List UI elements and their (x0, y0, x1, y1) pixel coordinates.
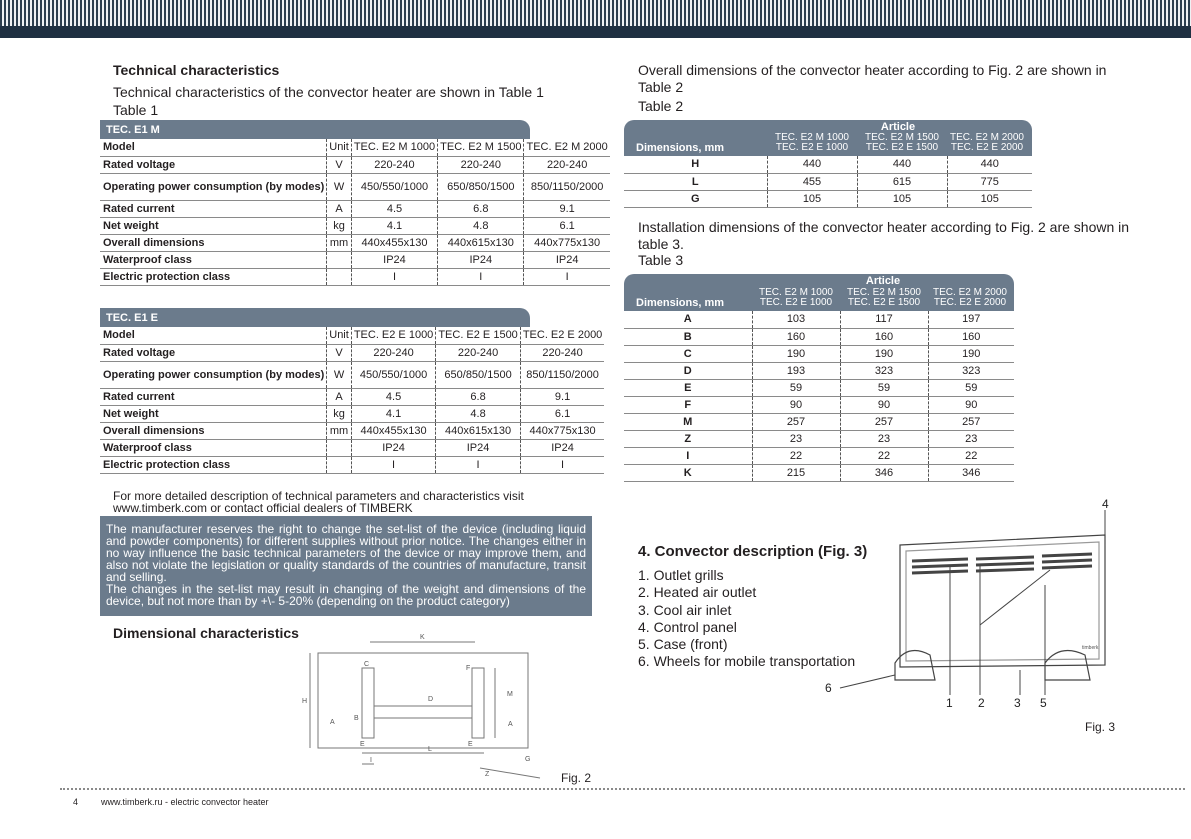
spec-label: Waterproof class (100, 439, 327, 456)
dimension-value: 440 (857, 156, 947, 173)
dimension-value: 190 (840, 345, 928, 362)
dimension-value: 455 (767, 173, 857, 190)
spec-value: TEC. E2 E 1500 (436, 327, 521, 344)
spec-value: IP24 (524, 251, 610, 268)
fig2-label-g: G (525, 756, 531, 763)
spec-value: 850/1150/2000 (520, 361, 604, 388)
table3 (624, 274, 1014, 482)
spec-label: Operating power consumption (by modes) (100, 173, 327, 200)
spec-value: 220-240 (351, 344, 436, 361)
spec-value: 9.1 (520, 388, 604, 405)
dimension-value: 323 (928, 362, 1014, 379)
spec-value: 220-240 (524, 156, 610, 173)
spec-value: 650/850/1500 (438, 173, 524, 200)
dimension-value: 105 (947, 190, 1032, 207)
spec-unit: V (327, 156, 352, 173)
spec-label: Rated voltage (100, 156, 327, 173)
dimension-value: 615 (857, 173, 947, 190)
fig3-callout-3: 3 (1014, 696, 1021, 710)
spec-row (100, 156, 610, 173)
spec-value: 220-240 (438, 156, 524, 173)
dimension-row (624, 396, 1014, 413)
spec-row (100, 251, 610, 268)
spec-value: 440x615x130 (436, 422, 521, 439)
spec-unit: W (327, 361, 352, 388)
spec-value: 440x615x130 (438, 234, 524, 251)
fig2-label-a1: A (330, 719, 335, 726)
fig2-label-m: M (507, 691, 513, 698)
spec-row (100, 456, 604, 473)
spec-value: 4.5 (351, 388, 436, 405)
dimension-value: 346 (928, 464, 1014, 481)
spec-unit: kg (327, 217, 352, 234)
dimension-row (624, 362, 1014, 379)
spec-value: 220-240 (520, 344, 604, 361)
spec-unit: mm (327, 422, 352, 439)
dimension-key: B (624, 328, 752, 345)
spec-value: 450/550/1000 (351, 173, 437, 200)
spec-value: IP24 (351, 251, 437, 268)
page-number: 4 (73, 797, 79, 807)
fig3-callout-6: 6 (825, 681, 832, 695)
fig3-callout-5: 5 (1040, 696, 1047, 710)
table2 (624, 120, 1032, 208)
dimension-value: 775 (947, 173, 1032, 190)
spec-unit (327, 268, 352, 285)
fig3-brand-logo: timberk (1082, 645, 1099, 651)
spec-unit: Unit (327, 139, 352, 156)
top-stripe-bar (0, 0, 1191, 38)
table1-e1e-band: TEC. E1 E (100, 308, 530, 327)
spec-label: Net weight (100, 405, 327, 422)
dimension-value: 23 (928, 430, 1014, 447)
fig2-label-k: K (420, 634, 425, 641)
spec-unit (327, 251, 352, 268)
dimension-row (624, 379, 1014, 396)
dimension-key: A (624, 311, 752, 328)
dimension-value: 440 (767, 156, 857, 173)
dimension-row (624, 345, 1014, 362)
dimension-value: 90 (840, 396, 928, 413)
spec-label: Electric protection class (100, 456, 327, 473)
spec-value: I (351, 456, 436, 473)
spec-value: I (351, 268, 437, 285)
dimension-row (624, 328, 1014, 345)
spec-label: Operating power consumption (by modes) (100, 361, 327, 388)
dimension-value: 257 (752, 413, 840, 430)
table2-article: Article (880, 121, 916, 133)
dimension-key: K (624, 464, 752, 481)
table1-e1m (100, 120, 608, 286)
fig2-caption: Fig. 2 (561, 771, 592, 785)
spec-row (100, 344, 604, 361)
spec-value: IP24 (438, 251, 524, 268)
dimension-row (624, 447, 1014, 464)
dimension-value: 117 (840, 311, 928, 328)
fig2-label-d: D (428, 696, 434, 703)
spec-value: 4.8 (438, 217, 524, 234)
dimension-value: 59 (752, 379, 840, 396)
spec-unit: W (327, 173, 352, 200)
spec-value: 440x775x130 (524, 234, 610, 251)
dimensional-heading: Dimensional characteristics (113, 625, 299, 641)
spec-value: 4.5 (351, 200, 437, 217)
more-info-text: For more detailed description of technical parameters and characteristics visit www.timberk.com or contact official dealers of TIMBERK (113, 489, 524, 515)
fig2-label-f: F (466, 665, 471, 672)
dimension-row (624, 430, 1014, 447)
fig2-label-h: H (302, 698, 308, 705)
fig2-label-a2: A (508, 721, 513, 728)
convector-item-4: 4. Control panel (638, 618, 737, 635)
dimension-value: 22 (840, 447, 928, 464)
spec-value: 440x455x130 (351, 422, 436, 439)
convector-item-6: 6. Wheels for mobile transportation (638, 653, 856, 670)
spec-unit: kg (327, 405, 352, 422)
fig2-label-l: L (428, 746, 432, 753)
spec-value: TEC. E2 M 1500 (438, 139, 524, 156)
dimension-value: 22 (928, 447, 1014, 464)
fig2-label-e1: E (360, 741, 365, 748)
spec-value: 440x455x130 (351, 234, 437, 251)
table3-col-1: TEC. E2 M 1000 TEC. E2 E 1000 (759, 287, 833, 308)
spec-value: 4.1 (351, 217, 437, 234)
tech-heading: Technical characteristics (113, 62, 280, 78)
spec-label: Model (100, 327, 327, 344)
dimension-value: 23 (752, 430, 840, 447)
spec-row (100, 422, 604, 439)
spec-row (100, 173, 610, 200)
dimension-row (624, 190, 1032, 207)
table2-label: Table 2 (638, 98, 684, 114)
spec-row (100, 139, 610, 156)
footer-text: www.timberk.ru - electric convector heater (101, 797, 269, 807)
dimension-key: M (624, 413, 752, 430)
spec-unit: A (327, 388, 352, 405)
convector-item-2: 2. Heated air outlet (638, 584, 757, 601)
spec-value: 440x775x130 (520, 422, 604, 439)
dimension-value: 59 (840, 379, 928, 396)
spec-value: 220-240 (436, 344, 521, 361)
spec-label: Model (100, 139, 327, 156)
spec-value: 4.8 (436, 405, 521, 422)
spec-unit: A (327, 200, 352, 217)
dimension-value: 440 (947, 156, 1032, 173)
spec-value: I (524, 268, 610, 285)
spec-value: IP24 (351, 439, 436, 456)
table2-grid (624, 156, 1032, 208)
dimension-value: 197 (928, 311, 1014, 328)
convector-item-1: 1. Outlet grills (638, 567, 724, 583)
spec-row (100, 217, 610, 234)
spec-value: 6.1 (524, 217, 610, 234)
fig3-caption: Fig. 3 (1085, 720, 1116, 734)
dimension-row (624, 156, 1032, 173)
table3-article: Article (865, 275, 901, 287)
fig2-label-e2: E (468, 741, 473, 748)
spec-value: IP24 (436, 439, 521, 456)
tech-intro: Technical characteristics of the convector heater are shown in Table 1 (113, 84, 544, 100)
dimension-value: 160 (928, 328, 1014, 345)
fig2-label-i: I (370, 757, 372, 764)
fig3-callout-4: 4 (1102, 497, 1109, 511)
spec-row (100, 268, 610, 285)
dimension-value: 90 (752, 396, 840, 413)
dimension-value: 23 (840, 430, 928, 447)
spec-unit: Unit (327, 327, 352, 344)
dimension-key: H (624, 156, 767, 173)
dimension-row (624, 173, 1032, 190)
spec-row (100, 405, 604, 422)
spec-label: Rated voltage (100, 344, 327, 361)
dimension-value: 190 (752, 345, 840, 362)
spec-value: I (438, 268, 524, 285)
spec-value: IP24 (520, 439, 604, 456)
spec-value: TEC. E2 E 2000 (520, 327, 604, 344)
dimension-key: F (624, 396, 752, 413)
dimension-value: 22 (752, 447, 840, 464)
convector-item-5: 5. Case (front) (638, 636, 728, 653)
table1-e1e (100, 308, 603, 474)
convector-item-3: 3. Cool air inlet (638, 601, 732, 618)
fig3-callout-2: 2 (978, 696, 985, 710)
dimension-value: 90 (928, 396, 1014, 413)
table1-label: Table 1 (113, 102, 159, 118)
table3-col-2: TEC. E2 M 1500 TEC. E2 E 1500 (847, 287, 921, 308)
table3-dim-label: Dimensions, mm (636, 297, 725, 309)
fig2-dimension-drawing (290, 628, 550, 788)
fig2-label-z: Z (485, 771, 490, 778)
dimension-value: 257 (840, 413, 928, 430)
spec-value: TEC. E2 E 1000 (351, 327, 436, 344)
spec-label: Net weight (100, 217, 327, 234)
dimension-value: 105 (767, 190, 857, 207)
fig3-callout-1: 1 (946, 696, 953, 710)
spec-value: TEC. E2 M 1000 (351, 139, 437, 156)
spec-value: TEC. E2 M 2000 (524, 139, 610, 156)
table3-label: Table 3 (638, 252, 684, 268)
dimension-key: Z (624, 430, 752, 447)
table3-col-3: TEC. E2 M 2000 TEC. E2 E 2000 (933, 287, 1007, 308)
dimension-row (624, 311, 1014, 328)
dimension-value: 346 (840, 464, 928, 481)
table2-col-2: TEC. E2 M 1500 TEC. E2 E 1500 (865, 132, 939, 153)
table3-head (624, 274, 1014, 311)
table2-col-3: TEC. E2 M 2000 TEC. E2 E 2000 (950, 132, 1024, 153)
table1-e1m-grid (100, 139, 610, 286)
dimension-value: 190 (928, 345, 1014, 362)
dimension-value: 160 (840, 328, 928, 345)
dimension-value: 323 (840, 362, 928, 379)
dimension-key: G (624, 190, 767, 207)
dimension-value: 193 (752, 362, 840, 379)
dimension-key: I (624, 447, 752, 464)
install-intro: Installation dimensions of the convector heater according to Fig. 2 are shown in table 3. (638, 219, 1130, 252)
spec-label: Rated current (100, 388, 327, 405)
spec-value: 850/1150/2000 (524, 173, 610, 200)
spec-label: Rated current (100, 200, 327, 217)
dimension-value: 160 (752, 328, 840, 345)
overall-intro: Overall dimensions of the convector heater according to Fig. 2 are shown in Table 2 (638, 62, 1107, 95)
fig2-label-b: B (354, 715, 359, 722)
spec-value: I (436, 456, 521, 473)
table2-dim-label: Dimensions, mm (636, 142, 725, 154)
spec-value: 4.1 (351, 405, 436, 422)
spec-value: 6.1 (520, 405, 604, 422)
fig2-label-c: C (364, 661, 370, 668)
dimension-value: 215 (752, 464, 840, 481)
spec-label: Overall dimensions (100, 234, 327, 251)
dimension-key: C (624, 345, 752, 362)
spec-row (100, 234, 610, 251)
spec-label: Electric protection class (100, 268, 327, 285)
spec-unit: mm (327, 234, 352, 251)
table2-head (624, 120, 1032, 156)
dimension-value: 59 (928, 379, 1014, 396)
table3-grid (624, 311, 1014, 482)
spec-value: 6.8 (438, 200, 524, 217)
spec-row (100, 439, 604, 456)
spec-row (100, 361, 604, 388)
dimension-row (624, 464, 1014, 481)
spec-label: Overall dimensions (100, 422, 327, 439)
spec-value: 6.8 (436, 388, 521, 405)
spec-unit (327, 439, 352, 456)
table1-e1e-grid (100, 327, 604, 474)
spec-row (100, 327, 604, 344)
dimension-key: E (624, 379, 752, 396)
table1-e1m-band: TEC. E1 M (100, 120, 530, 139)
spec-value: 9.1 (524, 200, 610, 217)
table2-col-1: TEC. E2 M 1000 TEC. E2 E 1000 (775, 132, 849, 153)
spec-unit (327, 456, 352, 473)
spec-value: 220-240 (351, 156, 437, 173)
spec-row (100, 200, 610, 217)
spec-label: Waterproof class (100, 251, 327, 268)
manufacturer-notice (100, 516, 592, 616)
dimension-key: D (624, 362, 752, 379)
spec-value: 650/850/1500 (436, 361, 521, 388)
spec-unit: V (327, 344, 352, 361)
dimension-value: 105 (857, 190, 947, 207)
dimension-value: 257 (928, 413, 1014, 430)
dimension-value: 103 (752, 311, 840, 328)
dimension-row (624, 413, 1014, 430)
spec-value: 450/550/1000 (351, 361, 436, 388)
fig3-heater-drawing (820, 495, 1120, 715)
dimension-key: L (624, 173, 767, 190)
footer-dotted-rule (60, 788, 1185, 790)
notice-paragraph-1: The manufacturer reserves the right to change the set-list of the device (including liquid and powder components) for different supplies without prior notice. The changes either in no way influence the basic technical parameters of the device or may improve them, and also not violate the legislation or quality standards of the countries of manufacture, transit and selling. (106, 522, 586, 584)
spec-row (100, 388, 604, 405)
spec-value: I (520, 456, 604, 473)
notice-paragraph-2: The changes in the set-list may result in changing of the weight and dimensions of the device, but not more than by +\- 5-20% (depending on the product category) (106, 582, 586, 608)
convector-heading: 4. Convector description (Fig. 3) (638, 543, 868, 560)
